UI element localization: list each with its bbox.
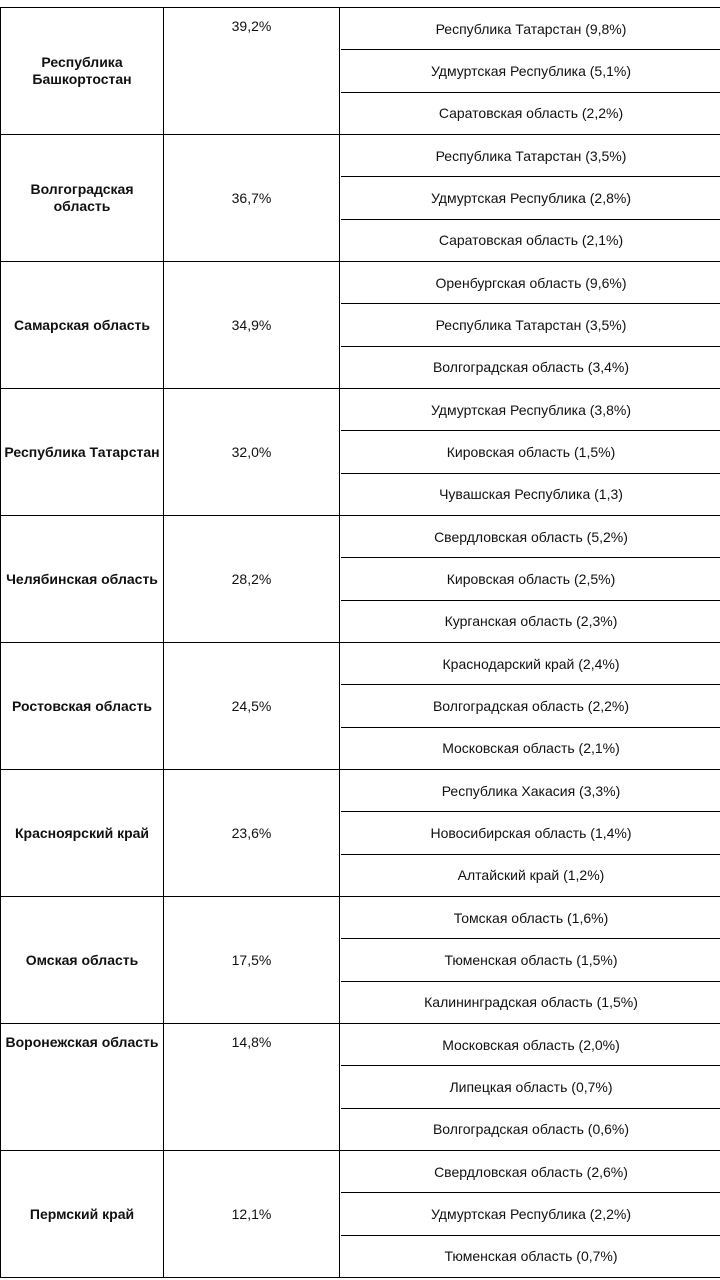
neighbor-item: Томская область (1,6%) [341,897,720,939]
neighbor-item: Московская область (2,0%) [341,1024,720,1066]
region-name: Республика Башкортостан [0,8,164,134]
neighbor-item: Волгоградская область (2,2%) [341,685,720,727]
table-row [0,516,720,643]
neighbor-item: Алтайский край (1,2%) [457,867,605,884]
table-row [0,1151,720,1278]
region-name: Волгоградская область [0,135,164,261]
neighbor-item: Свердловская область (2,6%) [341,1151,720,1193]
table-row [0,643,720,770]
region-share: 32,0% [164,389,340,515]
table-row [0,8,720,135]
neighbor-item: Кировская область (1,5%) [341,431,720,473]
neighbor-list [341,516,720,642]
neighbor-item: Удмуртская Республика (2,8%) [341,177,720,219]
neighbor-item: Курганская область (2,3%) [444,613,618,630]
neighbor-item: Свердловская область (5,2%) [341,516,720,558]
neighbor-item: Саратовская область (2,2%) [438,105,624,122]
table-row [0,1024,720,1151]
neighbor-list [341,770,720,896]
neighbor-list [341,1024,720,1150]
table-row [0,897,720,1024]
region-share: 36,7% [164,135,340,261]
region-share: 17,5% [164,897,340,1023]
region-name: Ростовская область [0,643,164,769]
region-share: 23,6% [164,770,340,896]
table-row [0,770,720,897]
region-share: 12,1% [164,1151,340,1277]
neighbor-list [341,389,720,515]
region-share: 28,2% [164,516,340,642]
neighbor-item: Оренбургская область (9,6%) [341,262,720,304]
neighbor-item: Калининградская область (1,5%) [424,994,638,1011]
region-name: Самарская область [0,262,164,388]
neighbor-list [341,262,720,388]
region-share: 39,2% [164,8,340,134]
neighbor-item: Республика Татарстан (3,5%) [341,135,720,177]
neighbor-item: Республика Татарстан (3,5%) [341,304,720,346]
region-share: 14,8% [164,1024,340,1150]
region-share: 34,9% [164,262,340,388]
neighbor-item: Волгоградская область (3,4%) [432,359,630,376]
neighbor-item: Саратовская область (2,1%) [438,232,624,249]
table-row [0,135,720,262]
neighbor-item: Республика Татарстан (9,8%) [341,8,720,50]
region-name: Омская область [0,897,164,1023]
table-row [0,389,720,516]
neighbor-list [341,8,720,134]
neighbor-item: Новосибирская область (1,4%) [341,812,720,854]
region-name: Пермский край [0,1151,164,1277]
region-name: Республика Татарстан [0,389,164,515]
neighbor-item: Кировская область (2,5%) [341,558,720,600]
neighbor-item: Удмуртская Республика (5,1%) [341,50,720,92]
neighbor-item: Тюменская область (1,5%) [341,939,720,981]
neighbor-list [341,1151,720,1277]
region-name: Челябинская область [0,516,164,642]
neighbor-item: Удмуртская Республика (3,8%) [341,389,720,431]
neighbor-item: Республика Хакасия (3,3%) [341,770,720,812]
table-row [0,262,720,389]
neighbor-item: Тюменская область (0,7%) [444,1248,618,1265]
neighbor-item: Удмуртская Республика (2,2%) [341,1193,720,1235]
neighbor-item: Волгоградская область (0,6%) [432,1121,630,1138]
neighbor-list [341,897,720,1023]
neighbor-list [341,643,720,769]
data-table [0,7,720,1278]
region-name: Воронежская область [0,1024,164,1150]
neighbor-item: Липецкая область (0,7%) [341,1066,720,1108]
region-name: Красноярский край [0,770,164,896]
neighbor-list [341,135,720,261]
region-share: 24,5% [164,643,340,769]
neighbor-item: Чувашская Республика (1,3) [439,486,623,503]
neighbor-item: Краснодарский край (2,4%) [341,643,720,685]
neighbor-item: Московская область (2,1%) [442,740,620,757]
